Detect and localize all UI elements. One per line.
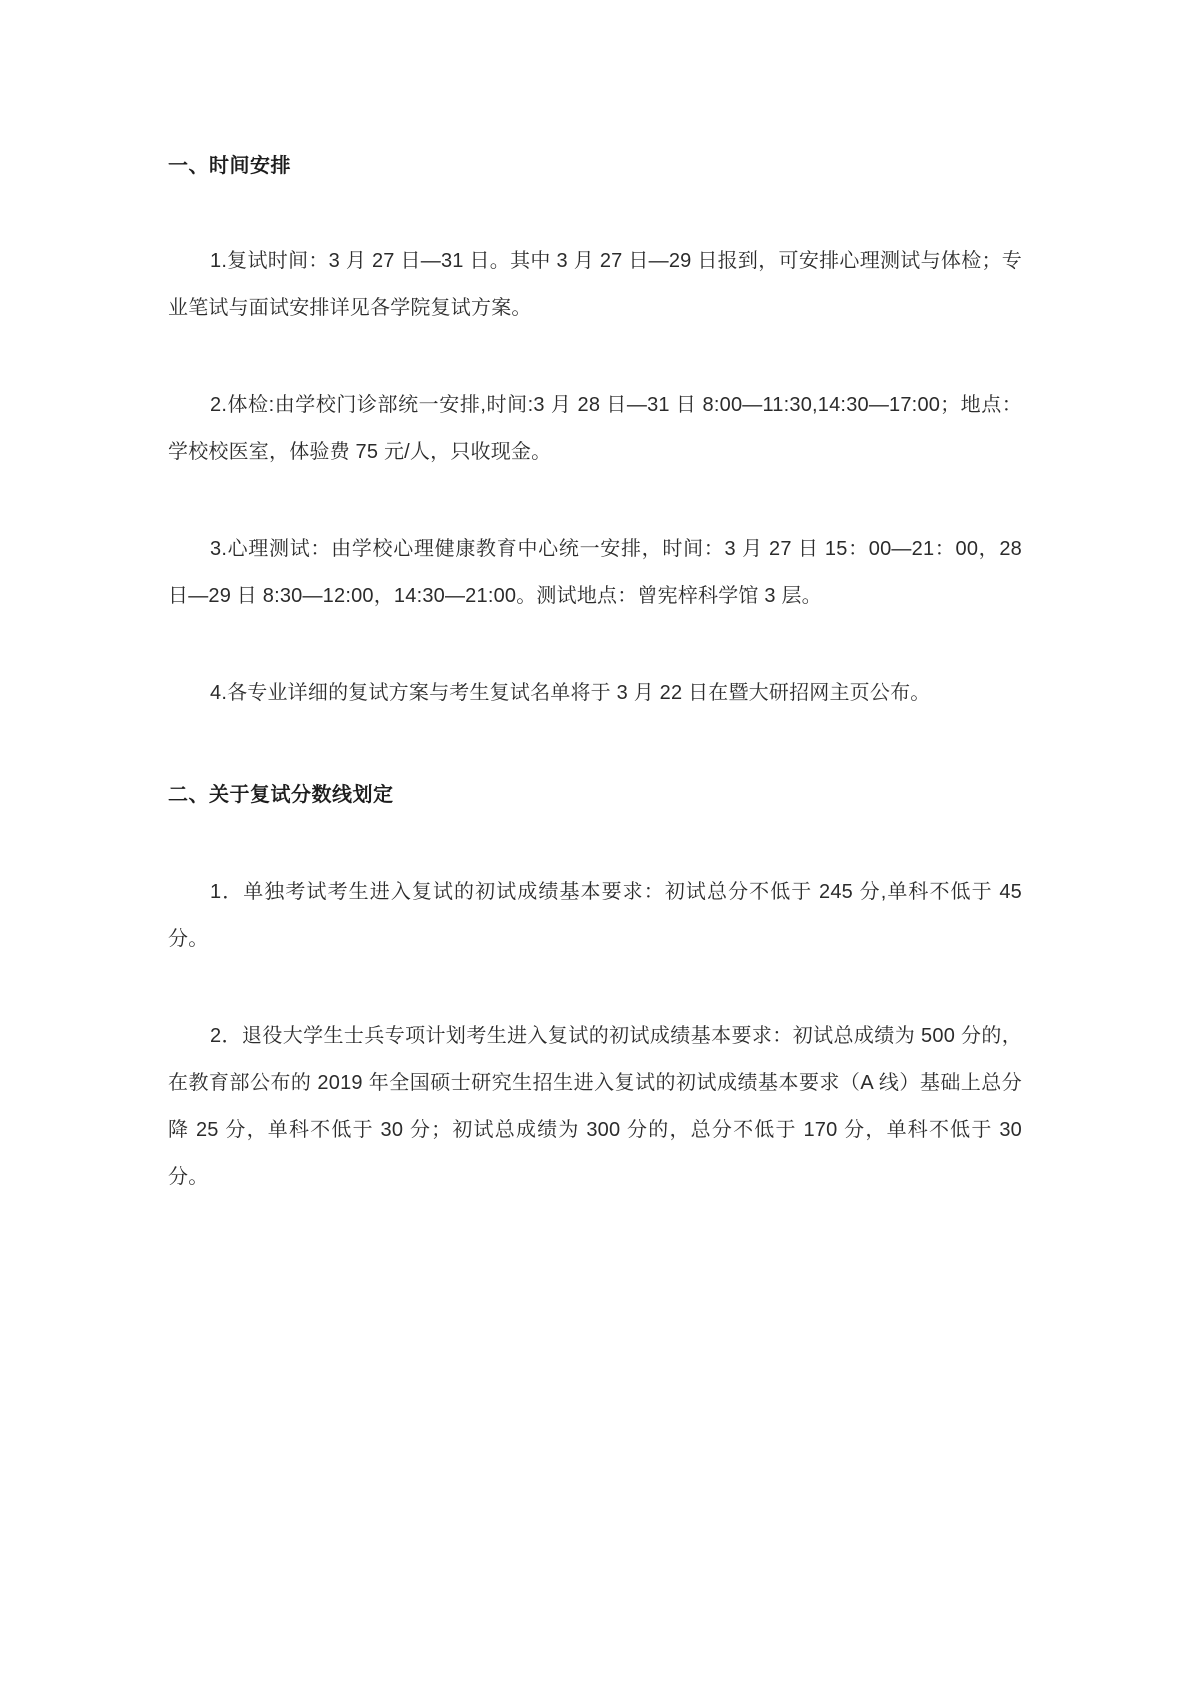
spacer bbox=[168, 182, 1022, 238]
paragraph-announcement: 4.各专业详细的复试方案与考生复试名单将于 3 月 22 日在暨大研招网主页公布。 bbox=[210, 682, 931, 704]
paragraph-physical-exam: 2.体检:由学校门诊部统一安排,时间:3 月 28 日—31 日 8:00—11:30,14:30—17:00；地点：学校校医室，体验费 75 元/人，只收现金。 bbox=[168, 394, 1022, 463]
document-body bbox=[168, 150, 1022, 1201]
spacer bbox=[168, 620, 1022, 670]
spacer bbox=[168, 332, 1022, 382]
spacer bbox=[168, 811, 1022, 869]
section-heading-schedule: 一、时间安排 bbox=[168, 155, 291, 177]
paragraph-single-exam-requirement: 1．单独考试考生进入复试的初试成绩基本要求：初试总分不低于 245 分,单科不低于 45 分。 bbox=[168, 881, 1022, 950]
spacer bbox=[168, 476, 1022, 526]
paragraph-psych-test: 3.心理测试：由学校心理健康教育中心统一安排，时间：3 月 27 日 15：00—21：00，28 日—29 日 8:30—12:00，14:30—21:00。测试地点：曾宪梓科学馆 3 层。 bbox=[168, 538, 1022, 607]
spacer bbox=[168, 717, 1022, 779]
paragraph-veteran-program-requirement: 2．退役大学生士兵专项计划考生进入复试的初试成绩基本要求：初试总成绩为 500 分的，在教育部公布的 2019 年全国硕士研究生招生进入复试的初试成绩基本要求（A 线）基础上总分降 25 分，单科不低于 30 分；初试总成绩为 300 分的，总分不低于 170 分，单科不低于 30 分。 bbox=[168, 1025, 1022, 1188]
paragraph-interview-time: 1.复试时间：3 月 27 日—31 日。其中 3 月 27 日—29 日报到，可安排心理测试与体检；专业笔试与面试安排详见各学院复试方案。 bbox=[168, 250, 1022, 319]
spacer bbox=[168, 963, 1022, 1013]
section-heading-score-line: 二、关于复试分数线划定 bbox=[168, 784, 394, 806]
